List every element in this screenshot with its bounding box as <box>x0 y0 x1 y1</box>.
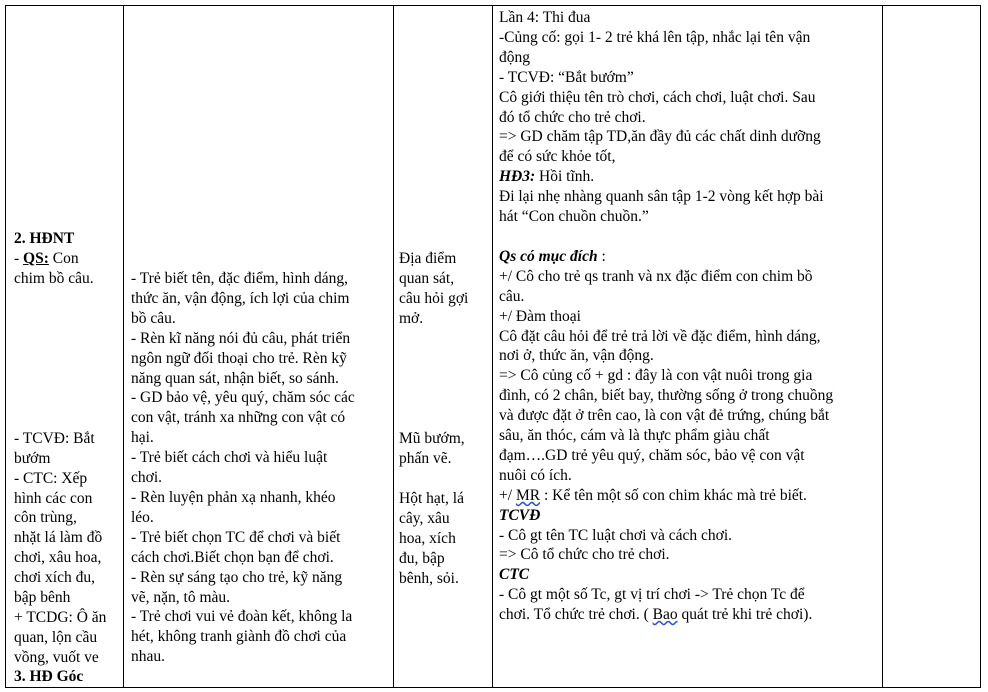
procedure-line: và được đặt ở trên cao, là con vật đẻ trứng, chúng bắt <box>499 407 830 425</box>
procedure-line: HĐ3: Hồi tĩnh. <box>499 168 595 186</box>
free-play-line: nhặt lá làm đồ <box>14 529 103 546</box>
lesson-plan-table <box>5 5 981 688</box>
material-line: quan sát, <box>399 269 455 287</box>
folk-game-line: quan, lộn cầu <box>14 629 98 646</box>
objective-line: chơi. <box>131 469 163 487</box>
section-title: 2. HĐNT <box>14 230 75 247</box>
procedure-line: Đi lại nhẹ nhàng quanh sân tập 1-2 vòng kết hợp bài <box>499 188 824 206</box>
procedure-line: nuôi có ích. <box>499 466 572 484</box>
procedure-line: Cô đặt câu hỏi để trẻ trả lời về đặc điểm, hình dáng, <box>499 327 821 345</box>
tcvd-heading: TCVĐ <box>499 506 541 524</box>
folk-game-line: vồng, vuốt ve <box>14 649 99 666</box>
ctc-heading: CTC <box>499 566 530 584</box>
procedure-line: đình, có 2 chân, biết bay, thường sống ở trong chuồng <box>499 387 834 405</box>
column-divider <box>393 6 394 687</box>
objective-line: - Rèn luyện phản xạ nhanh, khéo <box>131 488 336 506</box>
procedure-line: - Cô gt một số Tc, gt vị trí chơi -> Trẻ chọn Tc để <box>499 586 805 604</box>
folk-game-line: + TCDG: Ô ăn <box>14 609 107 626</box>
activity-column <box>14 6 124 687</box>
hd3-label: HĐ3: <box>499 168 536 186</box>
movement-game-label: - TCVĐ: Bắt <box>14 430 95 447</box>
procedure-line: => Cô củng cố + gd : đây là con vật nuôi trong gia <box>499 367 813 385</box>
free-play-line: chơi, xâu hoa, <box>14 549 102 566</box>
objective-line: hét, không tranh giành đồ chơi của <box>131 628 347 646</box>
objective-line: thức ăn, vận động, ích lợi của chim <box>131 289 350 307</box>
material-line: hoa, xích <box>399 529 456 547</box>
mr-label: MR <box>515 486 541 504</box>
material-line: Địa điểm <box>399 250 457 267</box>
procedure-line: đó tổ chức cho trẻ chơi. <box>499 108 646 126</box>
procedure-column <box>499 6 883 687</box>
procedure-line: động <box>499 48 530 66</box>
material-line: cây, xâu <box>399 509 450 527</box>
materials-group <box>399 249 468 329</box>
procedure-line: Cô giới thiệu tên trò chơi, cách chơi, luật chơi. Sau <box>499 88 816 106</box>
observation-subject: chim bồ câu. <box>14 270 94 287</box>
free-play-line: chơi xích đu, <box>14 569 95 586</box>
procedure-line: -Củng cố: gọi 1- 2 trẻ khá lên tập, nhắc lại tên vận <box>499 28 811 46</box>
free-play-line: bập bênh <box>14 589 71 606</box>
column-divider <box>492 6 493 687</box>
material-line: mở. <box>399 309 424 327</box>
materials-group <box>399 429 465 469</box>
material-line: đu, bập <box>399 549 445 567</box>
objective-line: vẽ, nặn, tô màu. <box>131 588 231 606</box>
procedure-line: hát “Con chuồn chuồn.” <box>499 208 649 226</box>
next-section-title: 3. HĐ Góc <box>14 668 84 685</box>
free-play-line: côn trùng, <box>14 509 77 526</box>
procedure-line <box>499 227 833 247</box>
materials-group <box>399 489 464 589</box>
objective-line: nhau. <box>131 648 166 666</box>
objective-line: cách chơi.Biết chọn bạn để chơi. <box>131 548 334 566</box>
spell-flagged-word: Bao <box>652 606 678 624</box>
procedure-line: => GD chăm tập TD,ăn đầy đủ các chất dinh dưỡng <box>499 128 821 146</box>
objective-line: bồ câu. <box>131 309 176 327</box>
objective-line: - Trẻ biết cách chơi và hiểu luật <box>131 449 328 467</box>
notes-column <box>883 6 981 687</box>
objective-line: năng quan sát, nhận biết, so sánh. <box>131 369 339 387</box>
procedure-line: +/ Cô cho trẻ qs tranh và nx đặc điểm con chim bồ <box>499 267 813 285</box>
qs-heading: Qs có mục đích <box>499 247 598 265</box>
procedure-line: Lần 4: Thi đua <box>499 9 591 26</box>
procedure-line: +/ MR : Kể tên một số con chim khác mà trẻ biết. <box>499 486 807 504</box>
material-line: Hột hạt, lá <box>399 490 464 507</box>
free-play-line: - CTC: Xếp <box>14 470 88 487</box>
material-line: phấn vẽ. <box>399 449 452 467</box>
movement-game-name: bướm <box>14 450 51 467</box>
objective-line: léo. <box>131 508 154 526</box>
objective-line: - Trẻ biết chọn TC để chơi và biết <box>131 528 341 546</box>
procedure-line: +/ Đàm thoại <box>499 307 581 325</box>
procedure-line: Qs có mục đích : <box>499 247 606 265</box>
procedure-line: chơi. Tổ chức trẻ chơi. ( Bao quát trẻ khi trẻ chơi). <box>499 606 813 624</box>
procedure-line: - TCVĐ: “Bắt bướm” <box>499 68 634 86</box>
objective-line: - Rèn kĩ năng nói đủ câu, phát triển <box>131 329 351 347</box>
observation-line: - QS: Con <box>14 250 79 267</box>
materials-column <box>399 6 492 687</box>
objectives-column <box>131 6 393 687</box>
objective-line: hại. <box>131 429 154 447</box>
objective-line: - Trẻ biết tên, đặc điểm, hình dáng, <box>131 270 348 287</box>
objective-line: - GD bảo vệ, yêu quý, chăm sóc các <box>131 389 355 407</box>
material-line: Mũ bướm, <box>399 430 465 447</box>
material-line: bênh, sỏi. <box>399 569 459 587</box>
free-play-line: hình các con <box>14 490 93 507</box>
procedure-line: - Cô gt tên TC luật chơi và cách chơi. <box>499 526 733 544</box>
material-line: câu hỏi gợi <box>399 289 469 307</box>
procedure-line: để có sức khỏe tốt, <box>499 148 616 166</box>
procedure-line: đạm….GD trẻ yêu quý, chăm sóc, bảo vệ con vật <box>499 446 805 464</box>
procedure-line: câu. <box>499 287 525 305</box>
objective-line: - Rèn sự sáng tạo cho trẻ, kỹ năng <box>131 568 343 586</box>
procedure-line: sâu, ăn thóc, cám và là thực phẩm giàu chất <box>499 427 770 445</box>
objective-line: con vật, tránh xa những con vật có <box>131 409 346 427</box>
procedure-line: => Cô tổ chức cho trẻ chơi. <box>499 546 670 564</box>
objective-line: ngôn ngữ đối thoại cho trẻ. Rèn kỹ <box>131 349 347 367</box>
objective-line: - Trẻ chơi vui vẻ đoàn kết, không la <box>131 608 353 626</box>
procedure-line: nơi ở, thức ăn, vận động. <box>499 347 654 365</box>
